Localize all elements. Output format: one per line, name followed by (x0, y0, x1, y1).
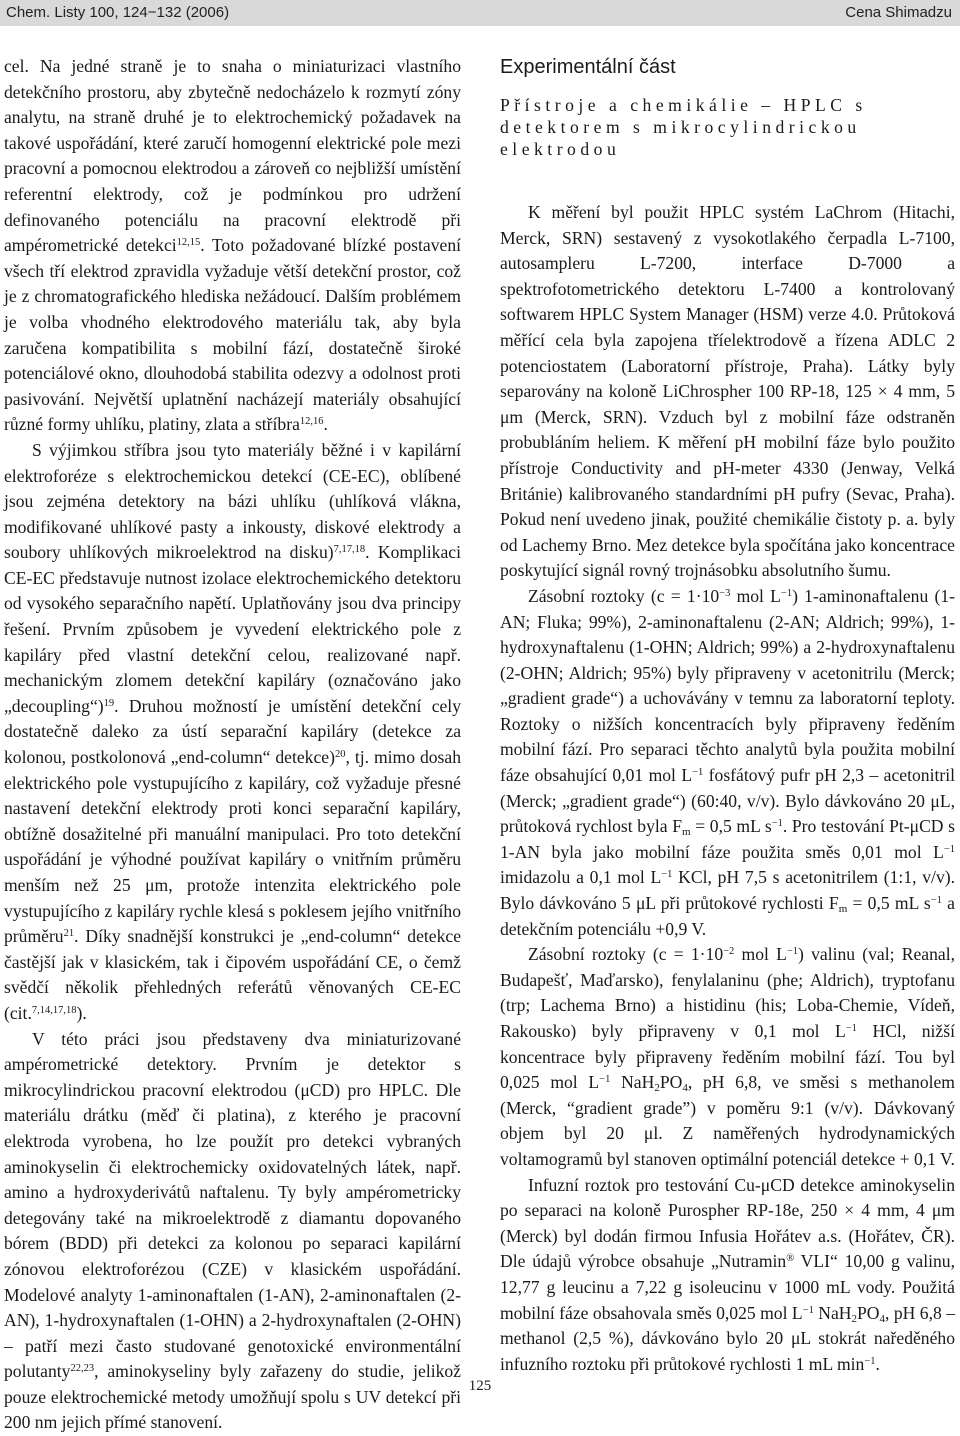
citation-ref: 12,15 (176, 237, 201, 249)
section-label: Cena Shimadzu (845, 4, 952, 21)
paragraph: Infuzní roztok pro testování Cu-μCD detekce aminokyselin po separaci na koloně Purospher RP-18e, 250 × 4 mm, 4 μm (Merck) byl dodán firmou Infusia Hořátev a.s. (Hořátev, ČR). Dle údajů výrobce obsahuje „Nutramin® VLI“ 10,00 g valinu, 12,77 g leucinu a 7,22 g isoleucinu v 1000 mL vody. Použitá mobilní fáze obsahovala směs 0,025 mol $L^{-1}$ $NaH_2PO_4$, pH 6,8 – methanol (2,5 %), dávkováno bylo 20 μL stokrát naředěného infuzního roztoku při průtokové rychlosti 1 mL $\min^{-1}$. (500, 1174, 956, 1374)
left-column (4, 54, 461, 1436)
section-heading: Experimentální část (500, 56, 676, 78)
citation-ref: 21 (63, 928, 75, 940)
running-header (0, 0, 960, 26)
citation-ref: 7,17,18 (333, 544, 366, 556)
page-number: 125 (468, 1378, 492, 1394)
paragraph: K měření byl použit HPLC systém LaChrom (Hitachi, Merck, SRN) sestavený z vysokotlakého čerpadla L-7100, autosampleru L-7200, interface D-7000 a spektrofotometrického detektoru L-7400 a kontrolovaný softwarem HPLC System Manager (HSM) verze 4.0. Průtoková měřící cela byla zapojena tříelektrodově a řízena ADLC 2 potenciostatem (Laboratorní přístroje, Praha). Látky byly separovány na koloně LiChrospher 100 RP-18, 125 × 4 mm, 5 μm (Merck, SRN). Vzduch byl z mobilní fáze odstraněn probubláním heliem. K měření pH mobilní fáze bylo použito přístroje Conductivity and pH-meter 4330 (Jenway, Velká Británie) kalibrovaného standardními pH pufry (Sevac, Praha). Pokud není uvedeno jinak, použité chemikálie čistoty p. a. byly od Lachemy Brno. Mez detekce byla spočítána jako koncentrace poskytující signál rovný trojnásobku absolutního šumu. (500, 202, 955, 581)
subsection-heading: Přístroje a chemikálie – HPLC s detektorem s mikrocylindrickou elektrodou (500, 95, 867, 159)
paragraph: Zásobní roztoky ($c = 1\cdot 10^{-2}$ mol $L^{-1}$) valinu (val; Reanal, Budapešť, Maďarsko), fenylalaninu (phe; Aldrich), tryptofanu (trp; Lachema Brno) a histidinu (his; Loba-Chemie, Vídeň, Rakousko) byly připraveny v 0,1 mol $L^{-1}$ HCl, nižší koncentrace byly připraveny ředěním mobilní fází. Tou byl 0,025 mol $L^{-1}$ $NaH_2PO_4$, pH 6,8, ve směsi s methanolem (Merck, “gradient grade”) v poměru 9:1 (v/v). Dávkovaný objem byl 20 μl. Z naměřených hydrodynamických voltamogramů byl stanoven optimální potenciál detekce + 0,1 V. (500, 944, 955, 1169)
paragraph: Zásobní roztoky ($c = 1\cdot 10^{-3}$ mol $L^{-1}$) 1-aminonaftalenu (1-AN; Fluka; 99%), 2-aminonaftalenu (2-AN; Aldrich; 99%), 1-hydroxynaftalenu (1-OHN; Aldrich; 99%) a 2-hydroxynaftalenu (2-OHN; Aldrich; 95%) byly připraveny v acetonitrilu (Merck; „gradient grade“) a uchovávány v temnu za laboratorní teploty. Roztoky o nižších koncentracích byly připraveny ředěním mobilní fází. Pro separaci těchto analytů byla použita mobilní fáze obsahující 0,01 mol $L^{-1}$ fosfátový pufr pH 2,3 – acetonitril (Merck; „gradient grade“) (60:40, v/v). Bylo dávkováno 20 μL, průtoková rychlost byla $F_m = 0,5$ mL $s^{-1}$. Pro testování Pt-μCD s 1-AN byla jako mobilní fáze použita směs 0,01 mol $L^{-1}$ imidazolu a 0,1 mol $L^{-1}$ KCl, pH 7,5 s acetonitrilem (1:1, v/v). Bylo dávkováno 5 μL při průtokové rychlosti $F_m = 0,5$ mL $s^{-1}$ a detekčním potenciálu +0,9 V. (500, 585, 956, 939)
journal-citation: Chem. Listy 100, 124−132 (2006) (6, 4, 230, 21)
paragraph: S výjimkou stříbra jsou tyto materiály běžné i v kapilární elektroforéze s elektrochemickou detekcí (CE-EC), oblíbené jsou zejména detektory na bázi uhlíku (uhlíková vlákna, modifikované uhlíkové pasty a inkousty, diskové elektrody a soubory uhlíkových mikroelektrod na disku)$^{7,17,18}$. Komplikaci CE-EC představuje nutnost izolace elektrochemického detektoru od vysokého separačního napětí. Uplatňovány jsou dva principy řešení. Prvním způsobem je vyvedení elektrického pole z kapiláry před vlastní detekční celou, realizované např. mechanickým zlomem detekční kapiláry (označováno jako „decoupling“)$^{19}$. Druhou možností je umístění detekční cely dostatečně daleko za ústí separační kapiláry (detekce za kolonou, postkolonová „end-column“ detekce)$^{20}$, tj. mimo dosah elektrického pole vystupujícího z kapiláry, což vyžaduje přesné nastavení detekční elektrody proti konci separační kapiláry, obtížně dosažitelné při manuální manipulaci. Pro toto detekční uspořádání je výhodné používat kapiláry o vnitřním průměru menším než 25 μm, protože intenzita elektrického pole vystupujícího z kapiláry rychle klesá s poklesem jejího vnitřního průměru$^{21}$. Díky snadnější konstrukci je „end-column“ detekce častější jak v klasickém, tak i čipovém uspořádání CE, o čemž svědčí několik přehledných referátů věnovaných CE-EC (cit.$^{7,14,17,18}$). (4, 439, 461, 1023)
paragraph: V této práci jsou představeny dva miniaturizované ampérometrické detektory. Prvním je detektor s mikrocylindrickou pracovní elektrodou (μCD) pro HPLC. Dle materiálu drátku (měď či platina), z kterého je pracovní elektroda vyrobena, ho lze použít pro detekci vybraných aminokyselin či elektrochemicky oxidovatelných látek, např. amino a hydroxyderivátů naftalenu. Ty byly ampérometricky detegovány také na mikroelektrodě z diamantu dopovaného bórem (BDD) při detekci za kolonou po separaci kapilární zónovou elektroforézou (CZE) v klasickém uspořádání. Modelové analyty 1-aminonaftalen (1-AN), 2-aminonaftalen (2-AN), 1-hydroxynaftalen (1-OHN) a 2-hydroxynaftalen (2-OHN) – patří mezi často studované genotoxické environmentální polutanty$^{22,23}$, aminokyseliny byly zařazeny do studie, jelikož pouze elektrochemické metody umožňují spolu s UV detekcí při 200 nm jejich přímé stanovení. (4, 1028, 461, 1433)
citation-ref: 20 (334, 749, 346, 761)
citation-ref: 7,14,17,18 (31, 1004, 77, 1016)
citation-ref: 19 (103, 697, 115, 709)
citation-ref: 12,16 (299, 416, 324, 428)
citation-ref: 22,23 (70, 1363, 95, 1375)
right-column (500, 54, 955, 1377)
paragraph: cel. Na jedné straně je to snaha o miniaturizaci vlastního detekčního prostoru, aby zbytečně nedocházelo k rozmytí zóny analytu, na straně druhé je to elektrochemický požadavek na takové uspořádání, které zaručí homogenní elektrické pole mezi pracovní a pomocnou elektrodou a zároveň co nejbližší umístění referentní elektrody, což je podmínkou pro udržení definovaného potenciálu na pracovní elektrodě při ampérometrické detekci$^{12,15}$. Toto požadované blízké postavení všech tří elektrod zpravidla vyžaduje větší detekční prostor, což je z chromatografického hlediska nežádoucí. Dalším problémem je volba vhodného elektrodového materiálu tak, aby byla zaručena kompatibilita s mobilní fází, dostatečně široké potenciálové okno, dlouhodobá stabilita odezvy a odolnost proti pasivování. Největší uplatnění nacházejí materiály obsahující různé formy uhlíku, platiny, zlata a stříbra$^{12,16}$. (4, 56, 462, 435)
